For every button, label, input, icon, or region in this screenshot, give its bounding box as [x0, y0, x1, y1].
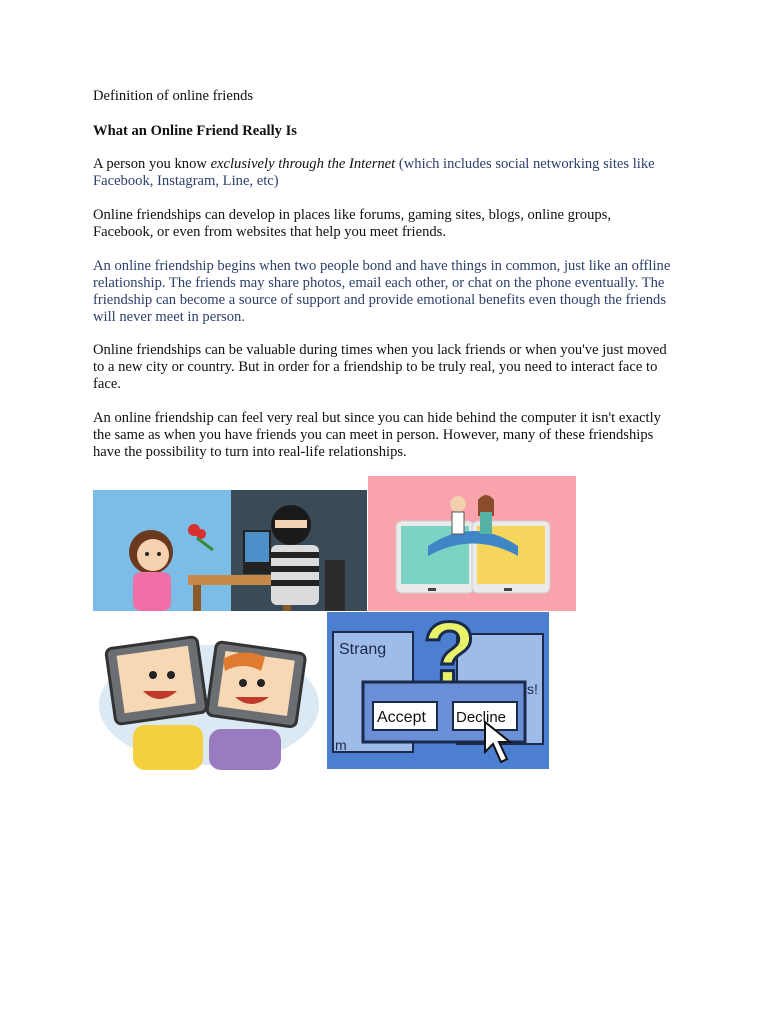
paragraph-definition [93, 156, 673, 190]
strangers-word: Strang [339, 641, 387, 658]
illustration-friend-request [327, 612, 549, 769]
illustration-hacker-girl [93, 490, 367, 611]
section-heading: What an Online Friend Really Is [93, 123, 297, 139]
illustration-phone-friends [368, 476, 576, 611]
paragraph-how-it-begins: An online friendship begins when two people bond and have things in common, just like an offline relationship. The friends may share photos, email each other, or chat on the phone eventually. The friendship can become a source of support and provide emotional benefits even though the friends will never meet in person. [93, 258, 671, 325]
document-title: Definition of online friends [93, 88, 254, 104]
accept-label: Accept [377, 709, 426, 726]
paragraph-where: Online friendships can develop in places like forums, gaming sites, blogs, online groups, Facebook, or even from websites that help you meet friends. [93, 207, 611, 240]
question-mark-glyph: ? [423, 612, 476, 701]
decline-label: Decline [456, 709, 507, 726]
phone-friends-drawing [368, 476, 576, 611]
paragraph-definition-tail: (which includes social networking sites like Facebook, Instagram, Line, etc) [93, 156, 655, 189]
paragraph-definition-emphasis: exclusively through the Internet [210, 156, 396, 172]
monitor-kids-drawing [93, 625, 325, 770]
hacker-girl-drawing [93, 490, 367, 611]
exclaim-fragment: s! [527, 681, 538, 697]
illustration-monitor-kids [93, 625, 325, 770]
paragraph-value: Online friendships can be valuable during times when you lack friends or when you've just moved to a new city or country. But in order for a friendship to be truly real, you need to interact face to face. [93, 342, 667, 392]
paragraph-definition-lead: A person you know [93, 156, 211, 172]
friend-request-drawing [327, 612, 549, 769]
paragraph-caution: An online friendship can feel very real but since you can hide behind the computer it isn't exactly the same as when you have friends you can meet in person. However, many of these friendships have the possibility to turn into real-life relationships. [93, 410, 661, 460]
edge-fragment: m [335, 737, 347, 753]
